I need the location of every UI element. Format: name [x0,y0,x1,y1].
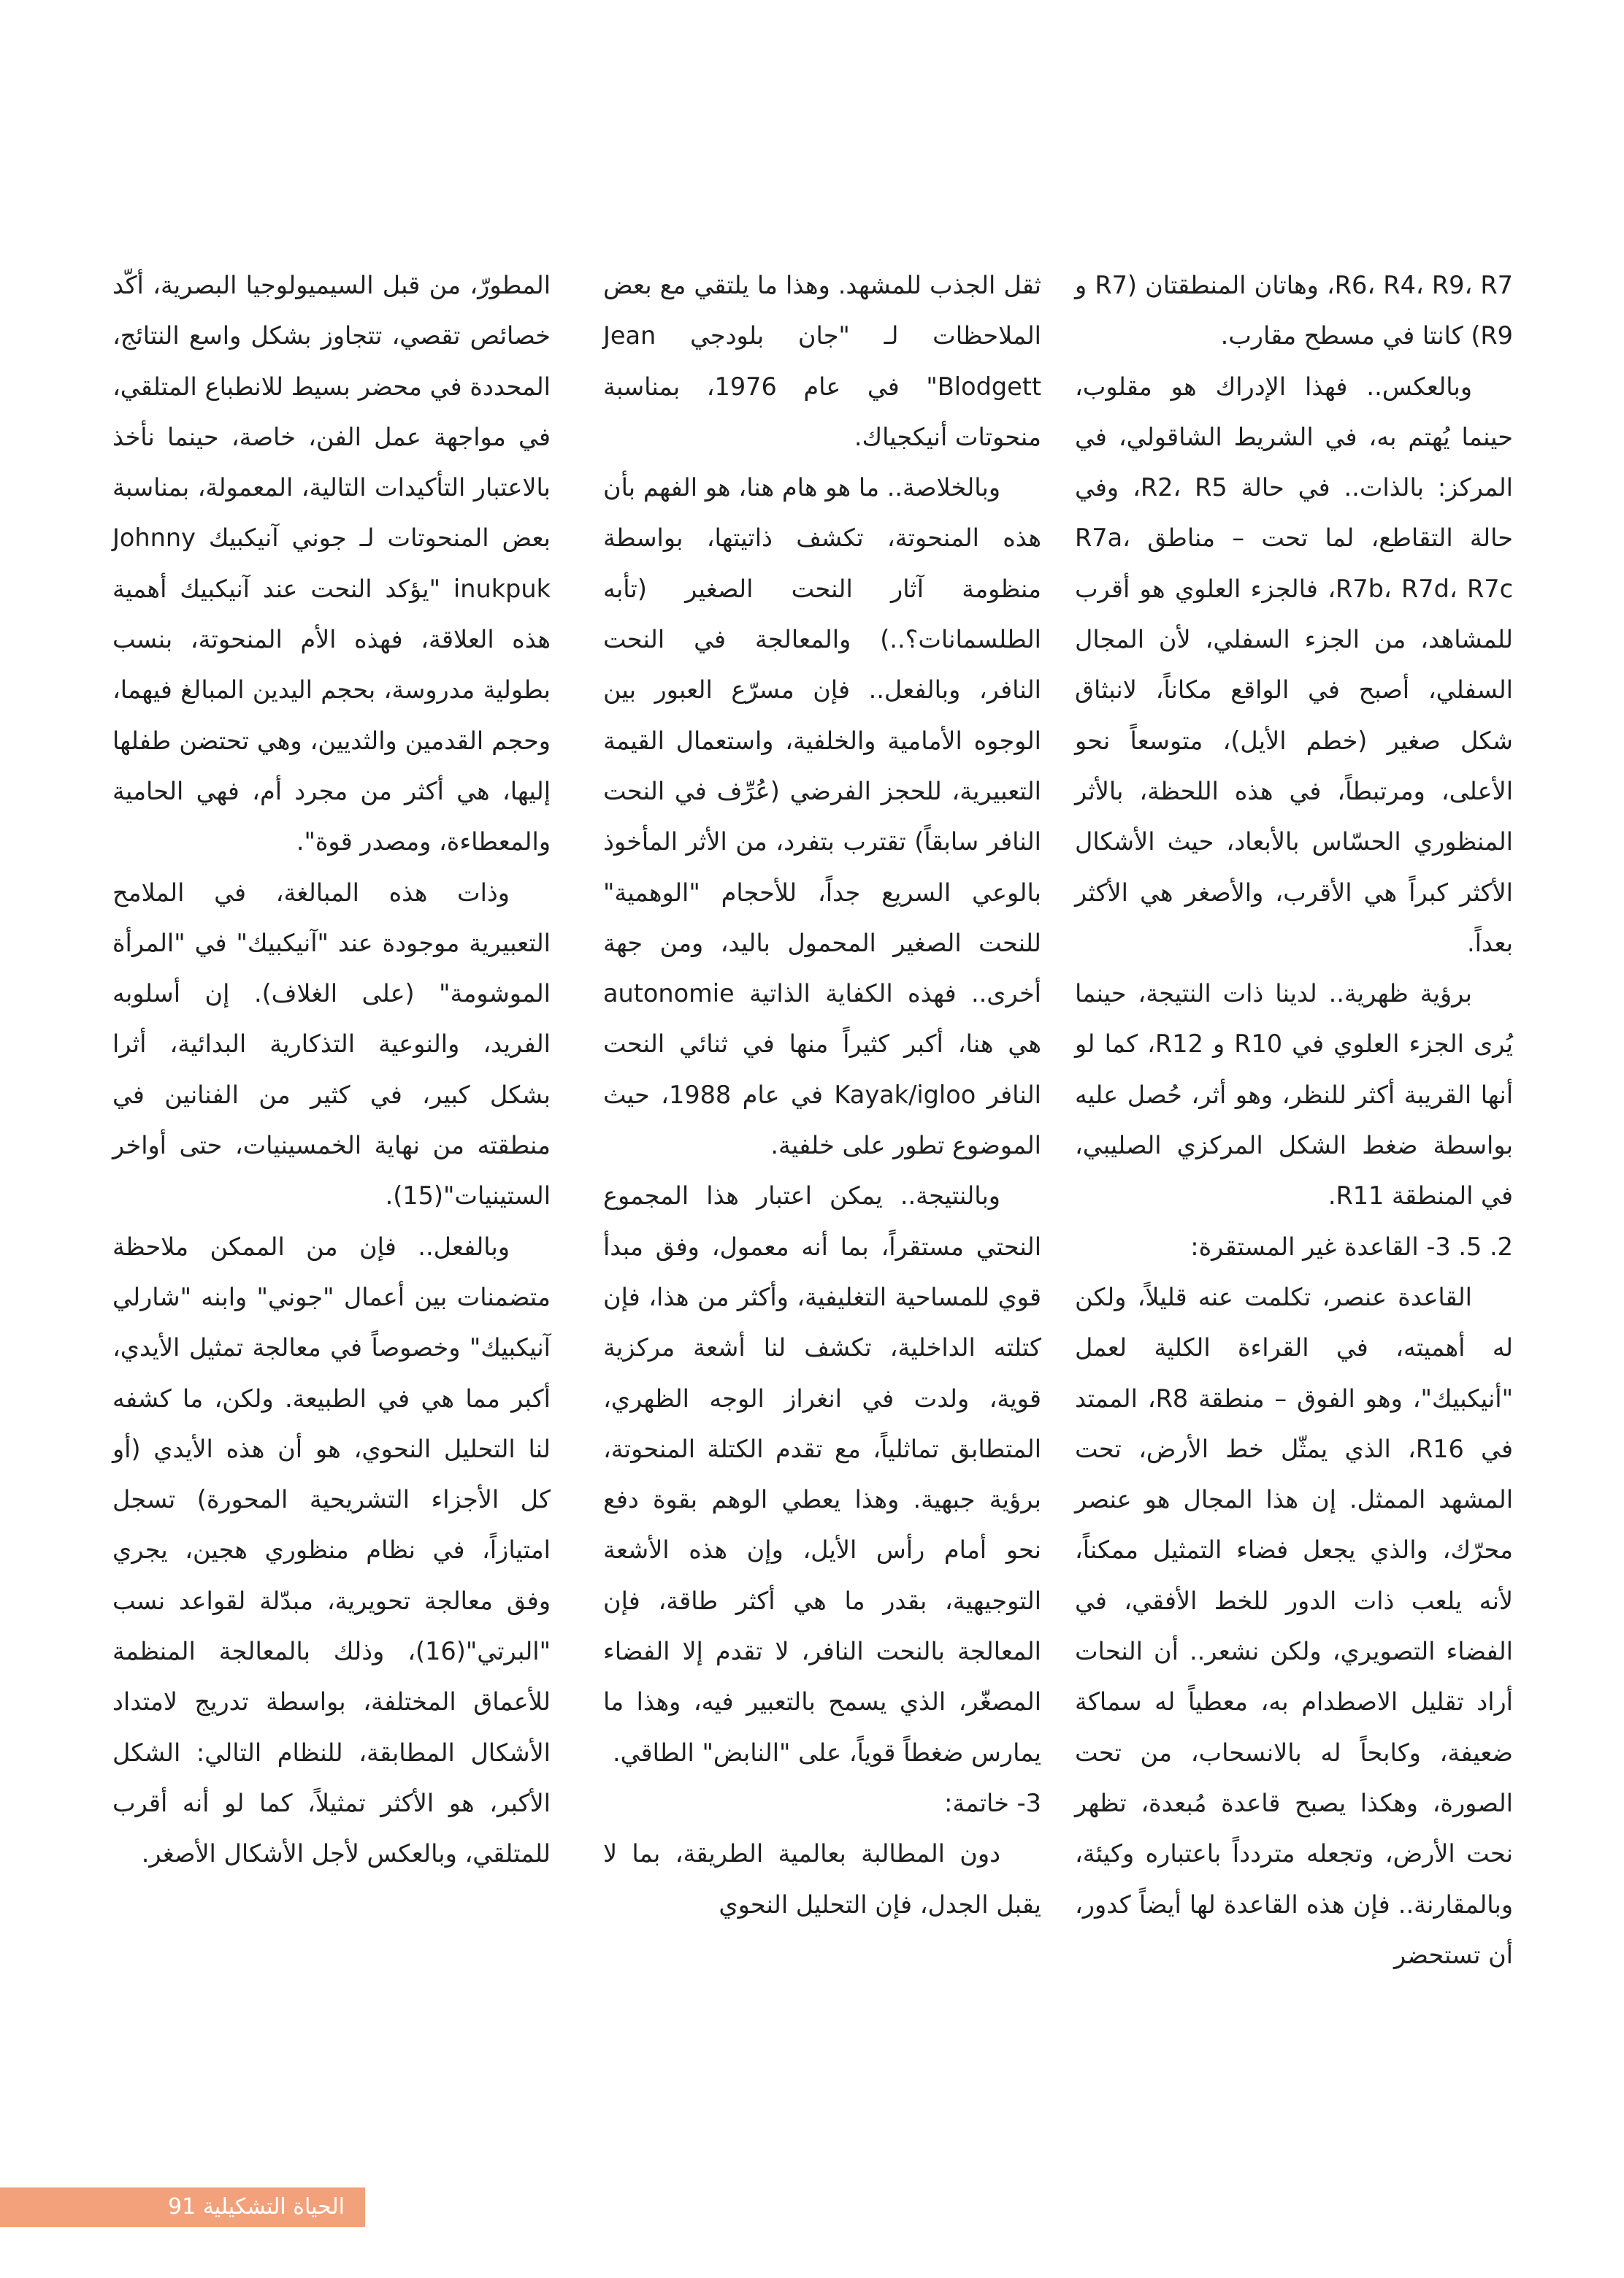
section-heading: 3- خاتمة: [944,1788,1041,1817]
paragraph: برؤية ظهرية.. لدينا ذات النتيجة، حينما يُرى الجزء العلوي في R10 و R12، كما لو أنها القريبة أكثر للنظر، وهو أثر، حُصل عليه بواسطة ضغط الشكل المركزي الصليبي، في المنطقة R11. [1075,979,1513,1211]
footer-label [155,2193,345,2221]
paragraph: وبالفعل.. فإن من الممكن ملاحظة متضمنات بين أعمال "جوني" وابنه "شارلي آنيكبيك" وخصوصاً في معالجة تمثيل الأيدي، أكبر مما هي في الطبيعة. ولكن، ما كشفه لنا التحليل النحوي، هو أن هذه الأيدي (أو كل الأجزاء التشريحية المحورة) تسجل امتيازاً، في نظام منظوري هجين، يجري وفق معالجة تحويرية، مبدّلة لقواعد نسب "البرتي"(16)، وذلك بالمعالجة المنظمة للأعماق المختلفة، بواسطة تدريج لامتداد الأشكال المطابقة، للنظام التالي: الشكل الأكبر، هو الأكثر تمثيلاً، كما لو أنه أقرب للمتلقي، وبالعكس لأجل الأشكال الأصغر. [112,1232,551,1868]
paragraph: وذات هذه المبالغة، في الملامح التعبيرية موجودة عند "آنيكبيك" في "المرأة الموشومة" (على الغلاف). إن أسلوبه الفريد، والنوعية التذكارية البدائية، أثرا بشكل كبير، في كثير من الفنانين في منطقته من نهاية الخمسينيات، حتى أواخر الستينيات"(15). [112,878,551,1211]
magazine-title: الحياة التشكيلية [202,2194,345,2220]
section-heading: 2. 5. 3- القاعدة غير المستقرة: [1190,1232,1513,1261]
paragraph: وبالنتيجة.. يمكن اعتبار هذا المجموع النحتي مستقراً، بما أنه معمول، وفق مبدأ قوي للمساحية التغليفية، وأكثر من هذا، فإن كتلته الداخلية، تكشف لنا أشعة مركزية قوية، ولدت في انغراز الوجه الظهري، المتطابق تماثلياً، مع تقدم الكتلة المنحوتة، برؤية جبهية. وهذا يعطي الوهم بقوة دفع نحو أمام رأس الأيل، وإن هذه الأشعة التوجيهية، بقدر ما هي أكثر طاقة، فإن المعالجة بالنحت النافر، لا تقدم إلا الفضاء المصغّر، الذي يسمح بالتعبير فيه، وهذا ما يمارس ضغطاً قوياً، على "النابض" الطاقي. [603,1181,1041,1767]
paragraph: وبالخلاصة.. ما هو هام هنا، هو الفهم بأن هذه المنحوتة، تكشف ذاتيتها، بواسطة منظومة آثار النحت الصغير (تأبه الطلسمانات؟..) والمعالجة في النحت النافر، وبالفعل.. فإن مسرّع العبور بين الوجوه الأمامية والخلفية، واستعمال القيمة التعبيرية، للحجز الفرضي (عُرِّف في النحت النافر سابقاً) تقترب بتفرد، من الأثر المأخوذ بالوعي السريع جداً، للأحجام "الوهمية" للنحت الصغير المحمول باليد، ومن جهة أخرى.. فهذه الكفاية الذاتية autonomie هي هنا، أكبر كثيراً منها في ثنائي النحت النافر Kayak/igloo في عام 1988، حيث الموضوع تطور على خلفية. [603,473,1041,1160]
paragraph: وبالعكس.. فهذا الإدراك هو مقلوب، حينما يُهتم به، في الشريط الشاقولي، في المركز: بالذات.. في حالة R2، R5، وفي حالة التقاطع، لما تحت – مناطق R7a، R7b، R7d، R7c، فالجزء العلوي هو أقرب للمشاهد، من الجزء السفلي، لأن المجال السفلي، أصبح في الواقع مكاناً، لانبثاق شكل صغير (خطم الأيل)، متوسعاً نحو الأعلى، ومرتبطاً، في هذه اللحظة، بالأثر المنظوري الحسّاس بالأبعاد، حيث الأشكال الأكثر كبراً هي الأقرب، والأصغر هي الأكثر بعداً. [1075,372,1514,957]
page-number: 91 [167,2194,196,2220]
paragraph: القاعدة عنصر، تكلمت عنه قليلاً، ولكن له أهميته، في القراءة الكلية لعمل "أنيكبيك"، وهو الفوق – منطقة R8، الممتد في R16، الذي يمثّل خط الأرض، تحت المشهد الممثل. إن هذا المجال هو عنصر محرّك، والذي يجعل فضاء التمثيل ممكناً، لأنه يلعب ذات الدور للخط الأفقي، في الفضاء التصويري، ولكن نشعر.. أن النحات أراد تقليل الاصطدام به، معطياً له سماكة ضعيفة، وكابحاً له بالانسحاب، من تحت الصورة، وهكذا يصبح قاعدة مُبعدة، تظهر نحت الأرض، وتجعله متردداً باعتباره وكيئة، وبالمقارنة.. فإن هذه القاعدة لها أيضاً كدور، أن تستحضر [1075,1282,1513,1969]
text-column-middle [603,260,1041,1930]
paragraph: المطورّ، من قبل السيميولوجيا البصرية، أكّد خصائص تقصي، تتجاوز بشكل واسع النتائج، المحددة في محضر بسيط للانطباع المتلقي، في مواجهة عمل الفن، خاصة، حينما نأخذ بالاعتبار التأكيدات التالية، المعمولة، بمناسبة بعض المنحوتات لـ جوني آنيكبيك Johnny inukpuk "يؤكد النحت عند آنيكبيك أهمية هذه العلاقة، فهذه الأم المنحوتة، بنسب بطولية مدروسة، بحجم اليدين المبالغ فيهما، وحجم القدمين والثديين، وهي تحتضن طفلها إليها، هي أكثر من مجرد أم، فهي الحامية والمعطاءة، ومصدر قوة". [112,271,551,856]
text-column-right [1075,260,1513,1980]
footer-band [0,2187,365,2227]
paragraph: R6، R4، R9، R7، وهاتان المنطقتان (R7 و R9) كانتا في مسطح مقارب. [1075,271,1513,350]
paragraph: دون المطالبة بعالمية الطريقة، بما لا يقبل الجدل، فإن التحليل النحوي [603,1839,1041,1919]
paragraph: ثقل الجذب للمشهد. وهذا ما يلتقي مع بعض الملاحظات لـ "جان بلودجي Jean Blodgett" في عام 1976، بمناسبة منحوتات أنيكجياك. [603,271,1041,451]
text-column-left [112,260,551,1879]
